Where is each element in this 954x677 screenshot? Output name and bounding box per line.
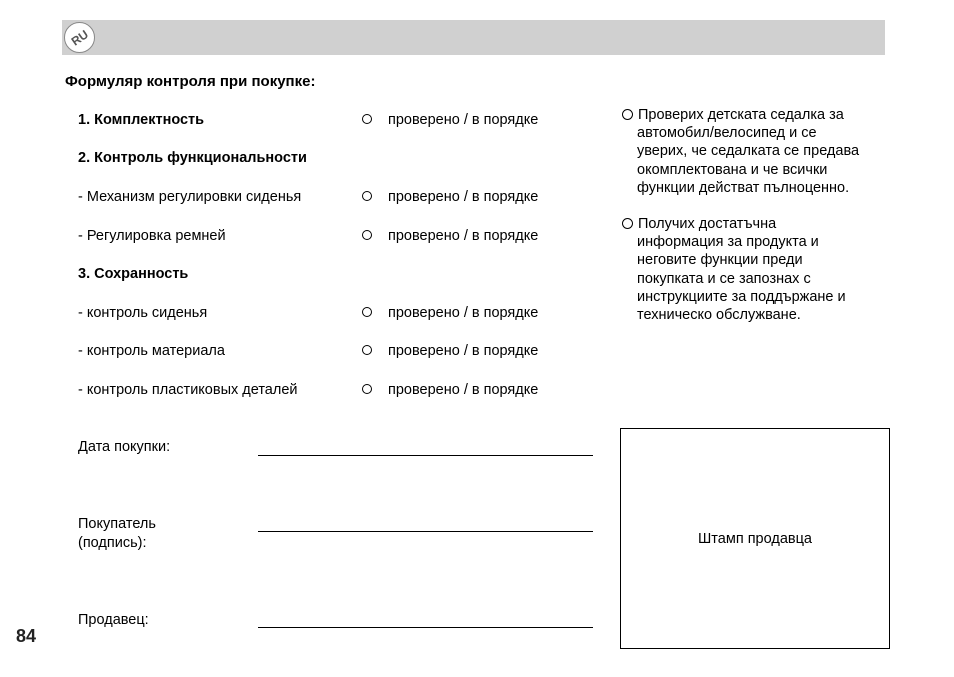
checklist-row-label: - Механизм регулировки сиденья (78, 189, 302, 205)
check-circle[interactable] (362, 345, 372, 355)
confirmation-information (622, 215, 892, 324)
checklist-row-label: - контроль сиденья (78, 305, 208, 321)
check-status: проверено / в порядке (388, 305, 539, 321)
check-circle[interactable] (362, 230, 372, 240)
confirmation-text: техническо обслужване. (637, 307, 801, 324)
confirmation-text: инструкциите за поддържане и (637, 288, 846, 305)
confirmation-text: неговите функции преди (637, 252, 803, 269)
confirmation-text: Получих достатъчна (638, 216, 777, 232)
checklist-section-label: 2. Контроль функциональности (78, 150, 307, 166)
buyer-signature-label (78, 515, 156, 553)
header-bar (62, 20, 885, 55)
seller-stamp-box[interactable] (620, 428, 890, 649)
check-status: проверено / в порядке (388, 112, 539, 128)
form-title: Формуляр контроля при покупке: (65, 73, 316, 90)
language-code: RU (68, 26, 91, 49)
language-badge (64, 22, 95, 53)
confirmation-text: функции действат пълноценно. (637, 179, 850, 196)
seller-line[interactable] (258, 627, 593, 628)
check-status: проверено / в порядке (388, 343, 539, 359)
checklist-row-label: - контроль пластиковых деталей (78, 382, 298, 398)
purchase-date-line[interactable] (258, 455, 593, 456)
checklist-row-label: - Регулировка ремней (78, 228, 226, 244)
confirmation-text: покупката и се запознах с (637, 270, 811, 287)
check-circle[interactable] (622, 109, 633, 120)
buyer-label-line2: (подпись): (78, 535, 147, 551)
checklist-section-label: 3. Сохранность (78, 266, 189, 282)
confirmation-text: Проверих детската седалка за (638, 107, 844, 123)
stamp-label: Штамп продавца (698, 530, 812, 547)
buyer-label-line1: Покупатель (78, 516, 156, 532)
check-circle[interactable] (622, 218, 633, 229)
purchase-date-label: Дата покупки: (78, 439, 171, 455)
check-status: проверено / в порядке (388, 189, 539, 205)
check-status: проверено / в порядке (388, 382, 539, 398)
confirmation-completeness (622, 106, 892, 197)
checklist-row-label: - контроль материала (78, 343, 225, 359)
check-circle[interactable] (362, 384, 372, 394)
confirmation-text: окомплектована и че всички (637, 161, 828, 178)
check-circle[interactable] (362, 307, 372, 317)
buyer-signature-line[interactable] (258, 531, 593, 532)
page-number: 84 (16, 626, 37, 646)
checklist-row-label: 1. Комплектность (78, 112, 205, 128)
confirmation-text: информация за продукта и (637, 234, 819, 251)
check-circle[interactable] (362, 114, 372, 124)
confirmation-text: уверих, че седалката се предава (637, 143, 860, 160)
confirmation-text: автомобил/велосипед и се (637, 125, 817, 142)
seller-label: Продавец: (78, 612, 149, 628)
check-status: проверено / в порядке (388, 228, 539, 244)
check-circle[interactable] (362, 191, 372, 201)
